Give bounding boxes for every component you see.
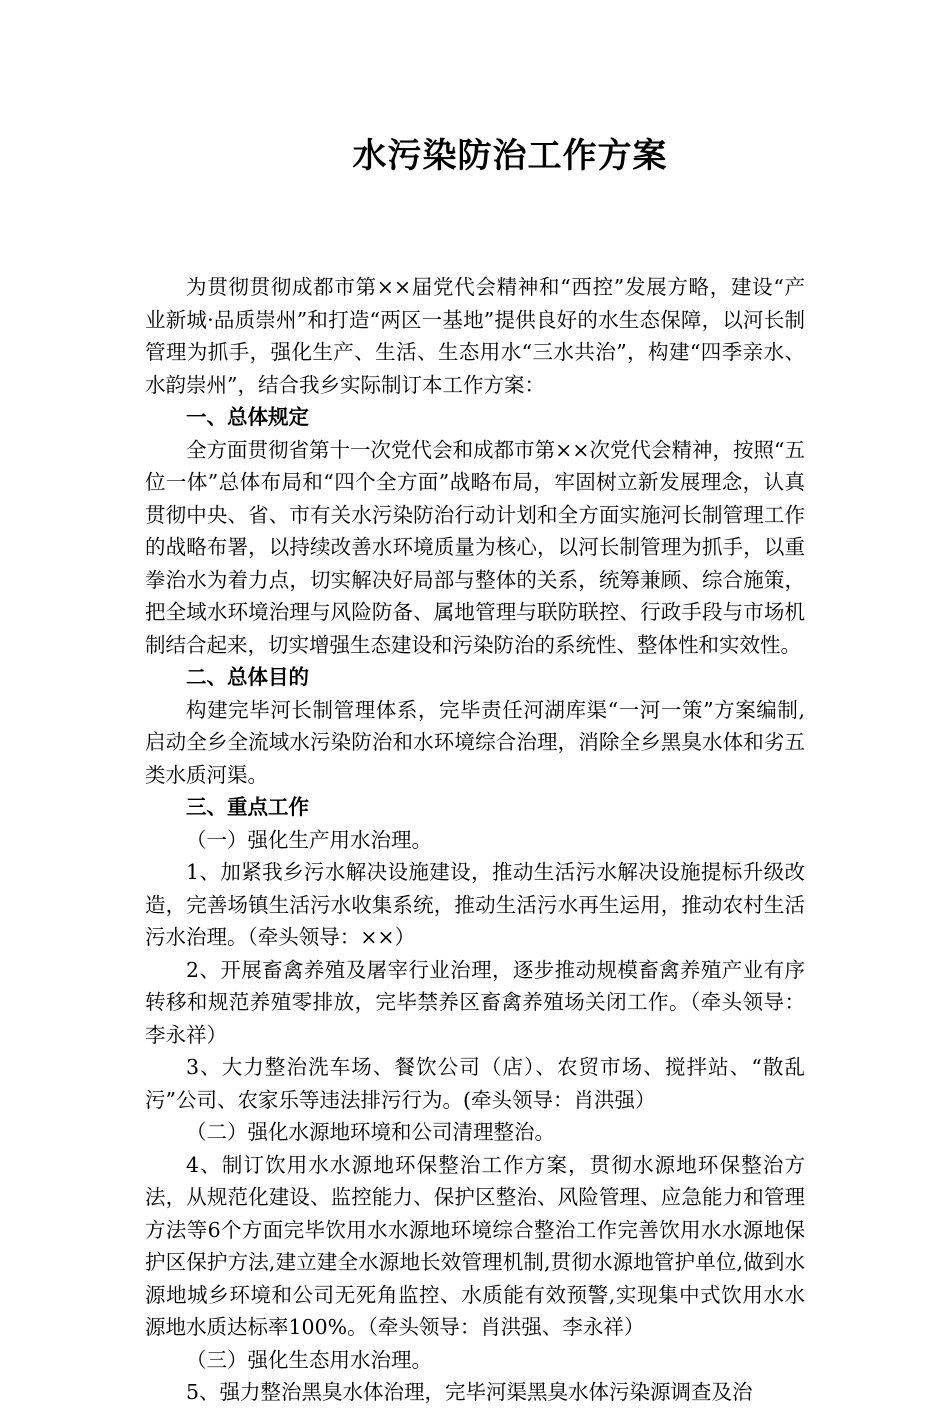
item-4-water-source-plan: 4、制订饮用水水源地环保整治工作方案，贯彻水源地环保整治方法，从规范化建设、监控能力、保护区整治、风险管理、应急能力和管理方法等6个方面完毕饮用水水源地环境综合整治工作完善饮用水水源地保护区保护方法,建立建全水源地长效管理机制,贯彻水源地管护单位,做到水源地城乡环境和公司无死角监控、水质能有效预警,实现集中式饮用水水源地水质达标率100%。（牵头领导：肖洪强、李永祥）	[145, 1152, 805, 1339]
item-3-illegal-discharge: 3、大力整治洗车场、餐饮公司（店）、农贸市场、搅拌站、“散乱污”公司、农家乐等违法排污行为。(牵头领导：肖洪强）	[145, 1055, 805, 1112]
section-heading-key-work: 三、重点工作	[186, 795, 309, 819]
section-heading-overall-goal: 二、总体目的	[186, 665, 309, 689]
document-title: 水污染防治工作方案	[352, 136, 668, 176]
subsection-ecological-water: （三）强化生态用水治理。	[186, 1347, 432, 1372]
item-5-black-odorous-water: 5、强力整治黑臭水体治理，完毕河渠黑臭水体污染源调查及治	[186, 1380, 753, 1404]
section-heading-general-requirements: 一、总体规定	[186, 405, 309, 429]
item-1-sewage-treatment: 1、加紧我乡污水解决设施建设，推动生活污水解决设施提标升级改造，完善场镇生活污水收集系统，推动生活污水再生运用，推动农村生活污水治理。（牵头领导：××）	[145, 860, 805, 949]
item-2-livestock: 2、开展畜禽养殖及屠宰行业治理，逐步推动规模畜禽养殖产业有序转移和规范养殖零排放，完毕禁养区畜禽养殖场关闭工作。（牵头领导：李永祥）	[145, 957, 805, 1047]
document-body	[145, 271, 805, 1409]
paragraph-general-requirements: 全方面贯彻省第十一次党代会和成都市第××次党代会精神，按照“五位一体”总体布局和“四个全方面”战略布局，牢固树立新发展理念，认真贯彻中央、省、市有关水污染防治行动计划和全方面实施河长制管理工作的战略布署，以持续改善水环境质量为核心，以河长制管理为抓手，以重拳治水为着力点，切实解决好局部与整体的关系，统筹兼顾、综合施策，把全域水环境治理与风险防备、属地管理与联防联控、行政手段与市场机制结合起来，切实增强生态建设和污染防治的系统性、整体性和实效性。	[145, 437, 805, 657]
intro-paragraph: 为贯彻贯彻成都市第××届党代会精神和“西控”发展方略，建设“产业新城·品质崇州”和打造“两区一基地”提供良好的水生态保障，以河长制管理为抓手，强化生产、生活、生态用水“三水共治”，构建“四季亲水、水韵崇州”，结合我乡实际制订本工作方案：	[145, 275, 805, 397]
subsection-water-source: （二）强化水源地环境和公司清理整治。	[186, 1120, 555, 1144]
paragraph-overall-goal: 构建完毕河长制管理体系，完毕责任河湖库渠“一河一策”方案编制,启动全乡全流域水污染防治和水环境综合治理，消除全乡黑臭水体和劣五类水质河渠。	[145, 697, 805, 787]
subsection-production-water: （一）强化生产用水治理。	[186, 827, 432, 852]
